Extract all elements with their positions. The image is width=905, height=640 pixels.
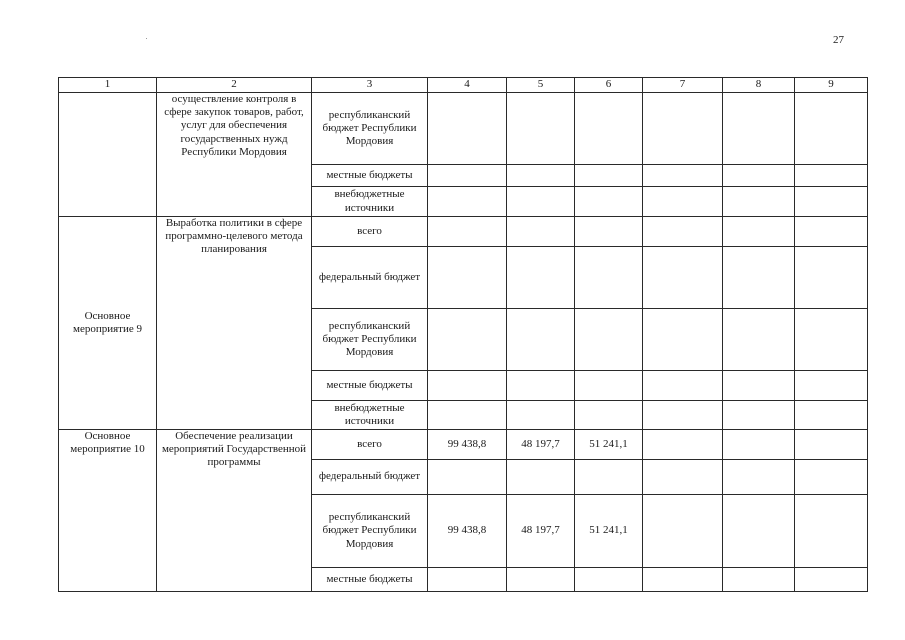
value-cell — [507, 187, 575, 217]
value-cell — [575, 165, 643, 187]
activity-cell: Основное мероприятие 9 — [59, 217, 157, 430]
value-cell — [795, 371, 868, 401]
value-cell — [795, 401, 868, 430]
value-cell — [795, 187, 868, 217]
funding-source-cell: федеральный бюджет — [312, 247, 428, 309]
funding-source-cell: внебюджетные источники — [312, 401, 428, 430]
value-cell — [428, 187, 507, 217]
value-cell — [507, 401, 575, 430]
value-cell — [507, 460, 575, 495]
value-cell — [795, 93, 868, 165]
value-cell: 51 241,1 — [575, 495, 643, 568]
value-cell — [643, 568, 723, 592]
value-cell — [428, 217, 507, 247]
value-cell — [723, 495, 795, 568]
value-cell — [643, 371, 723, 401]
value-cell — [643, 495, 723, 568]
description-cell: Выработка политики в сфере программно-целевого метода планирования — [157, 217, 312, 430]
value-cell — [507, 93, 575, 165]
funding-source-cell: республиканский бюджет Республики Мордовия — [312, 309, 428, 371]
value-cell — [643, 309, 723, 371]
value-cell — [723, 187, 795, 217]
value-cell — [795, 309, 868, 371]
value-cell — [723, 247, 795, 309]
value-cell: 48 197,7 — [507, 430, 575, 460]
header-cell: 1 — [59, 78, 157, 93]
header-cell: 7 — [643, 78, 723, 93]
value-cell — [428, 460, 507, 495]
value-cell — [723, 309, 795, 371]
funding-source-cell: местные бюджеты — [312, 165, 428, 187]
value-cell — [723, 93, 795, 165]
value-cell: 51 241,1 — [575, 430, 643, 460]
value-cell — [575, 460, 643, 495]
value-cell — [575, 371, 643, 401]
description-cell: осуществление контроля в сфере закупок товаров, работ, услуг для обеспечения государственных нужд Республики Мордовия — [157, 93, 312, 217]
description-cell: Обеспечение реализации мероприятий Государственной программы — [157, 430, 312, 592]
value-cell — [795, 217, 868, 247]
value-cell — [507, 165, 575, 187]
value-cell — [428, 309, 507, 371]
scan-speck — [146, 38, 147, 39]
value-cell — [575, 401, 643, 430]
funding-source-cell: республиканский бюджет Республики Мордовия — [312, 495, 428, 568]
value-cell — [643, 247, 723, 309]
page-number: 27 — [833, 34, 844, 46]
value-cell — [575, 217, 643, 247]
value-cell — [575, 247, 643, 309]
activity-cell: Основное мероприятие 10 — [59, 430, 157, 592]
table-row — [59, 93, 868, 165]
value-cell — [723, 165, 795, 187]
value-cell — [428, 247, 507, 309]
value-cell — [428, 93, 507, 165]
value-cell — [643, 401, 723, 430]
table-row — [59, 430, 868, 460]
value-cell — [507, 309, 575, 371]
value-cell — [795, 460, 868, 495]
activity-cell — [59, 93, 157, 217]
value-cell — [795, 430, 868, 460]
value-cell — [723, 430, 795, 460]
funding-source-cell: всего — [312, 430, 428, 460]
funding-source-cell: внебюджетные источники — [312, 187, 428, 217]
funding-source-cell: местные бюджеты — [312, 371, 428, 401]
value-cell — [507, 568, 575, 592]
value-cell — [643, 460, 723, 495]
value-cell — [575, 309, 643, 371]
value-cell — [723, 568, 795, 592]
value-cell — [643, 430, 723, 460]
table-row — [59, 217, 868, 247]
value-cell — [723, 401, 795, 430]
value-cell — [643, 187, 723, 217]
value-cell — [795, 247, 868, 309]
header-cell: 3 — [312, 78, 428, 93]
value-cell — [507, 371, 575, 401]
value-cell — [507, 247, 575, 309]
header-cell: 5 — [507, 78, 575, 93]
value-cell — [795, 165, 868, 187]
value-cell — [428, 371, 507, 401]
value-cell: 48 197,7 — [507, 495, 575, 568]
header-cell: 9 — [795, 78, 868, 93]
value-cell — [428, 165, 507, 187]
funding-source-cell: республиканский бюджет Республики Мордовия — [312, 93, 428, 165]
value-cell — [428, 568, 507, 592]
header-cell: 4 — [428, 78, 507, 93]
value-cell — [723, 371, 795, 401]
value-cell — [507, 217, 575, 247]
value-cell: 99 438,8 — [428, 430, 507, 460]
value-cell — [723, 217, 795, 247]
funding-source-cell: местные бюджеты — [312, 568, 428, 592]
value-cell — [575, 93, 643, 165]
value-cell — [795, 495, 868, 568]
value-cell — [643, 217, 723, 247]
header-cell: 8 — [723, 78, 795, 93]
value-cell — [723, 460, 795, 495]
value-cell — [428, 401, 507, 430]
value-cell — [643, 93, 723, 165]
funding-table — [58, 77, 868, 592]
value-cell — [643, 165, 723, 187]
funding-source-cell: федеральный бюджет — [312, 460, 428, 495]
value-cell — [575, 568, 643, 592]
header-cell: 2 — [157, 78, 312, 93]
value-cell — [575, 187, 643, 217]
header-cell: 6 — [575, 78, 643, 93]
header-row — [59, 78, 868, 93]
funding-source-cell: всего — [312, 217, 428, 247]
value-cell — [795, 568, 868, 592]
value-cell: 99 438,8 — [428, 495, 507, 568]
